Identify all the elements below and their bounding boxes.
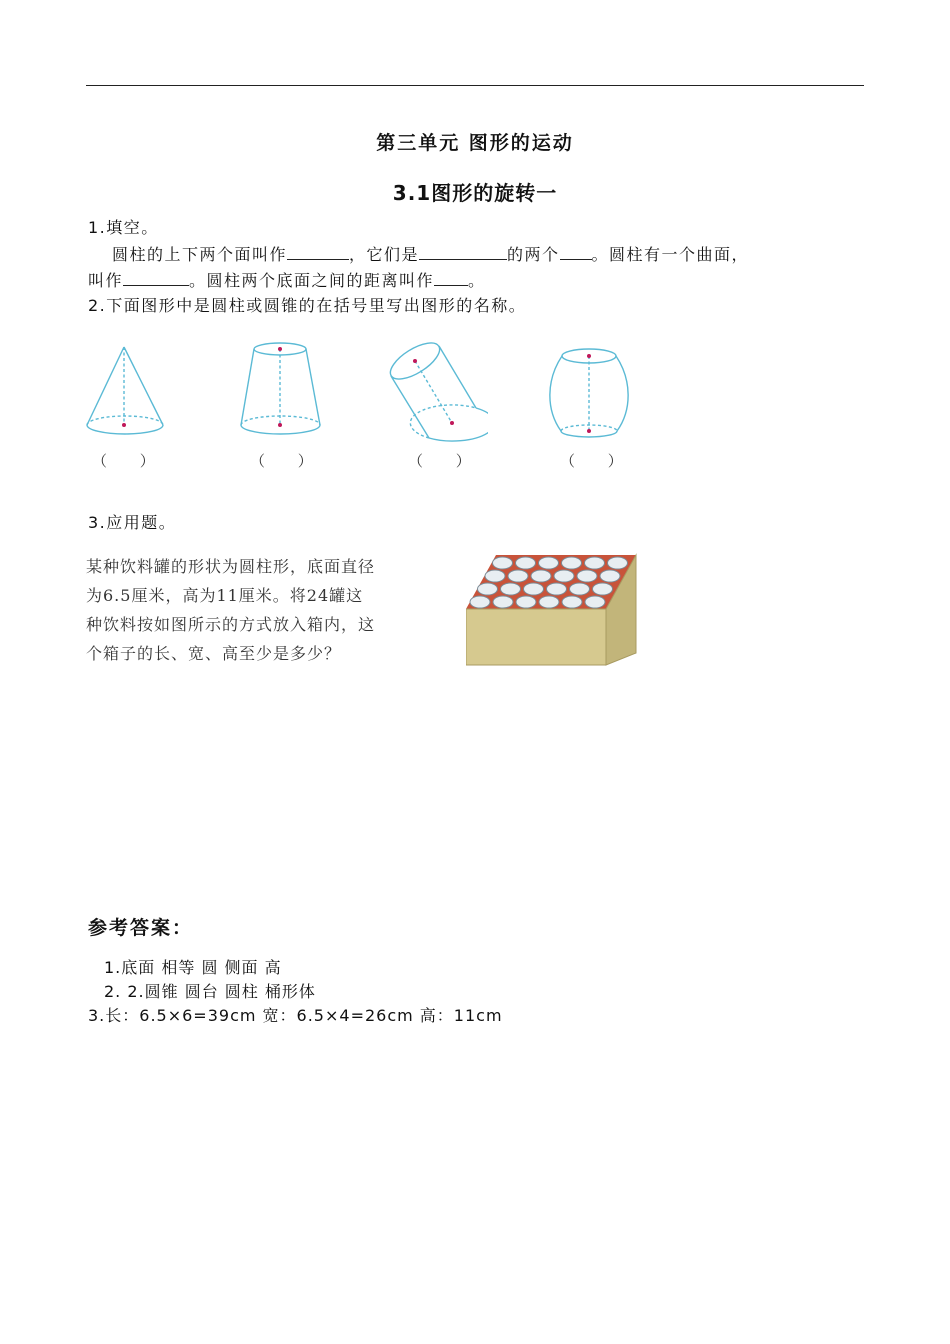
can-top — [547, 583, 567, 595]
can-box-figure — [466, 553, 638, 667]
can-top — [608, 557, 628, 569]
can-top — [501, 583, 521, 595]
can-top — [531, 570, 551, 582]
paren-4: （ ） — [560, 452, 637, 470]
answers-title: 参考答案： — [88, 917, 194, 939]
q3-label: 3.应用题。 — [88, 513, 177, 532]
q1-label: 1.填空。 — [88, 218, 159, 237]
blank-3 — [560, 244, 592, 260]
blank-5 — [434, 270, 468, 286]
can-top — [539, 596, 559, 608]
blank-4 — [123, 270, 189, 286]
can-top — [593, 583, 613, 595]
cone-figure — [84, 335, 168, 443]
can-top — [493, 596, 513, 608]
paren-3: （ ） — [408, 452, 485, 470]
q3-problem-text: 某种饮料罐的形状为圆柱形，底面直径 为6.5厘米，高为11厘米。将24罐这 种饮料按如图所示的方式放入箱内，这 个箱子的长、宽、高至少是多少？ — [86, 557, 376, 663]
q1-line2: 叫作 。圆柱两个底面之间的距离叫作 。 — [88, 271, 486, 290]
can-top — [570, 583, 590, 595]
blank-2 — [419, 244, 507, 260]
can-top — [562, 596, 582, 608]
paren-1: （ ） — [92, 452, 169, 470]
can-top — [554, 570, 574, 582]
q2-label: 2.下面图形中是圆柱或圆锥的在括号里写出图形的名称。 — [88, 296, 527, 315]
can-top — [585, 557, 605, 569]
answer-1: 1.底面 相等 圆 侧面 高 — [104, 958, 282, 977]
lesson-title: 3.1图形的旋转一 — [392, 181, 558, 205]
q1-line1: 圆柱的上下两个面叫作 ，它们是 的两个 。圆柱有一个曲面， — [112, 245, 750, 264]
can-top — [478, 583, 498, 595]
unit-title: 第三单元 图形的运动 — [376, 132, 574, 154]
paren-2: （ ） — [250, 452, 327, 470]
blank-1 — [287, 244, 349, 260]
can-top — [585, 596, 605, 608]
can-top — [516, 557, 536, 569]
can-top — [539, 557, 559, 569]
can-top — [577, 570, 597, 582]
can-top — [485, 570, 505, 582]
answer-3: 3.长：6.5×6=39cm 宽：6.5×4=26cm 高：11cm — [88, 1006, 503, 1025]
can-top — [508, 570, 528, 582]
can-top — [470, 596, 490, 608]
frustum-figure — [236, 335, 326, 443]
can-top — [493, 557, 513, 569]
cylinder-figure — [384, 335, 488, 447]
answer-2: 2. 2.圆锥 圆台 圆柱 桶形体 — [104, 982, 316, 1001]
can-top — [600, 570, 620, 582]
can-top — [562, 557, 582, 569]
can-top — [516, 596, 536, 608]
can-top — [524, 583, 544, 595]
header-rule — [86, 85, 864, 86]
barrel-figure — [544, 335, 634, 443]
